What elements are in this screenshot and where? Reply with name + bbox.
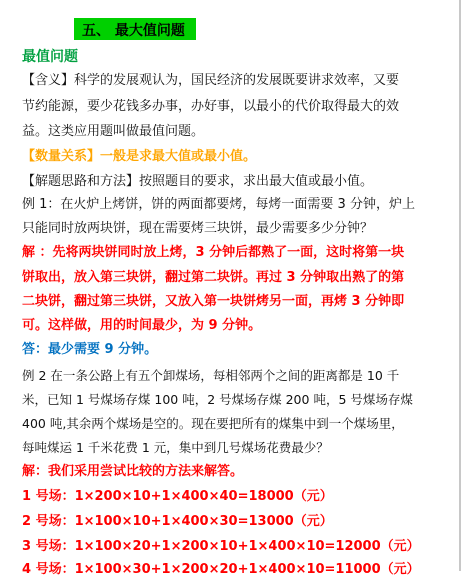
example2-calc-1: 1 号场：1×200×10+1×400×40=18000（元）: [22, 489, 333, 504]
example2-calc-4: 4 号场：1×100×30+1×200×20+1×400×10=11000（元）: [22, 562, 420, 577]
example1-solution-3: 二块饼，翻过第三块饼，又放入第一块饼烤另一面，再烤 3 分钟即: [22, 294, 405, 309]
example1-answer: 答：最少需要 9 分钟。: [22, 342, 158, 357]
example2-calc-2: 2 号场：1×100×10+1×400×30=13000（元）: [22, 514, 333, 529]
meaning-line-1: [22, 71, 399, 91]
meaning-label: 【含义】: [22, 73, 75, 88]
section-title-box: [74, 18, 196, 40]
example1-solution-4: 可。这样做，用的时间最少，为 9 分钟。: [22, 318, 262, 333]
heading: 最值问题: [22, 49, 78, 65]
section-title: 五、 最大值问题: [82, 23, 185, 39]
quantity-text: 一般是求最大值或最小值。: [100, 149, 257, 164]
meaning-text-1: 科学的发展观认为，国民经济的发展既要讲求效率，又要: [74, 73, 400, 88]
example2-line-4: 每吨煤运 1 千米花费 1 元，集中到几号煤场花费最少？: [22, 440, 329, 455]
method-label: 【解题思路和方法】: [22, 174, 140, 189]
example2-line-3: 400 吨,其余两个煤场是空的。现在要把所有的煤集中到一个煤场里，: [22, 416, 404, 431]
example1-line-1: 例 1：在火炉上烤饼，饼的两面都要烤，每烤一面需要 3 分钟，炉上: [22, 197, 415, 212]
example1-solution-2: 饼取出，放入第三块饼，翻过第二块饼。再过 3 分钟取出熟了的第: [22, 270, 405, 285]
quantity-line: [22, 147, 256, 167]
example2-line-2: 米，已知 1 号煤场存煤 100 吨，2 号煤场存煤 200 吨，5 号煤场存煤: [22, 392, 413, 407]
example2-calc-3: 3 号场：1×100×20+1×200×10+1×400×10=12000（元）: [22, 539, 420, 554]
quantity-label: 【数量关系】: [22, 149, 101, 164]
method-line: [22, 172, 373, 192]
meaning-line-3: 益。这类应用题叫做最值问题。: [22, 124, 205, 139]
meaning-line-2: 节约能源，要少花钱多办事，办好事，以最小的代价取得最大的效: [22, 99, 400, 114]
example1-line-2: 只能同时放两块饼，现在需要烤三块饼，最少需要多少分钟？: [22, 221, 374, 236]
example2-solution-intro: 解：我们采用尝试比较的方法来解答。: [22, 464, 244, 479]
example2-line-1: 例 2 在一条公路上有五个卸煤场，每相邻两个之间的距离都是 10 千: [22, 368, 400, 383]
example1-solution-1: 解 ：先将两块饼同时放上烤，3 分钟后都熟了一面，这时将第一块: [22, 245, 405, 260]
method-text: 按照题目的要求，求出最大值或最小值。: [139, 174, 374, 189]
